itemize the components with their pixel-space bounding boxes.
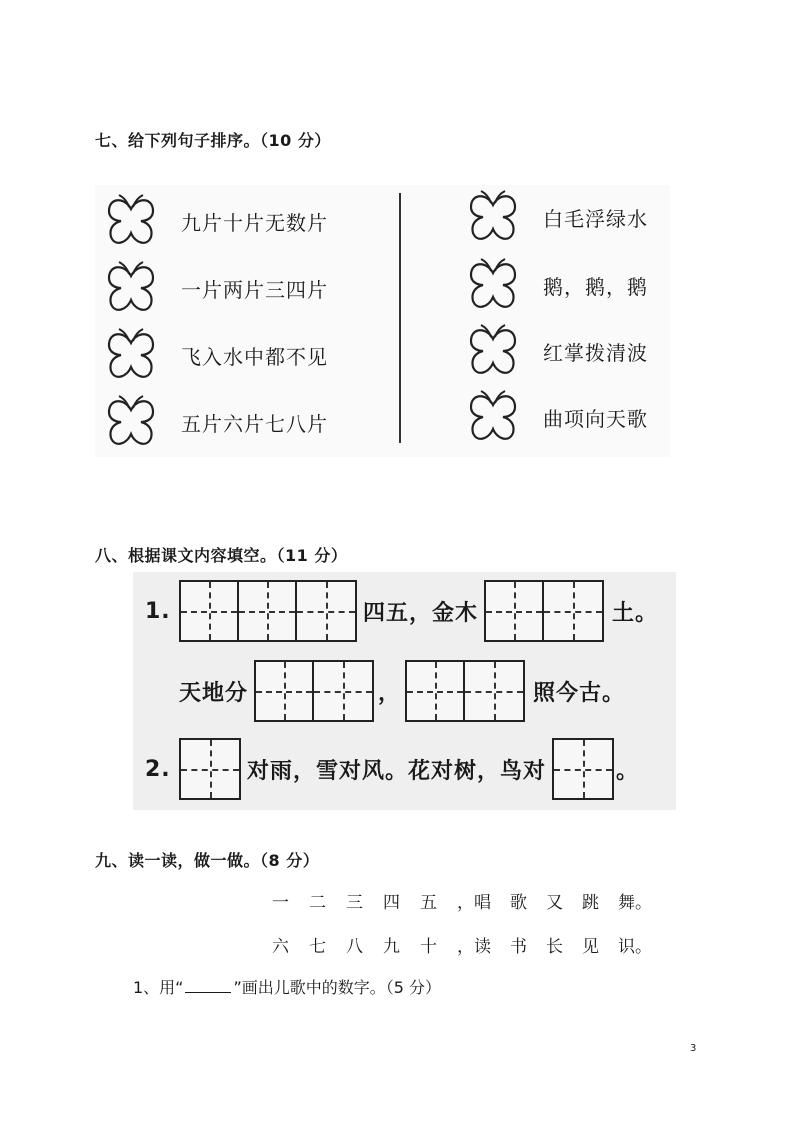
poem-char[interactable]: 九 [383,937,400,957]
order-item [465,255,648,315]
order-sentence: 鹅，鹅，鹅 [543,274,648,299]
poem-char[interactable]: 八 [346,937,363,957]
item-number: 2. [145,756,171,782]
order-sentence: 一片两片三四片 [181,277,328,302]
fill-text: 。 [616,758,640,784]
column-divider [399,193,401,443]
poem-char[interactable]: 二 [309,893,326,913]
grid-cell[interactable] [486,582,544,640]
poem-char[interactable]: 三 [346,893,363,913]
butterfly-answer-icon[interactable] [103,260,159,316]
grid-cell[interactable] [465,662,523,720]
question-9-1 [133,975,441,998]
section-8-title: 八、根据课文内容填空。（11 分） [95,546,348,565]
butterfly-answer-icon[interactable] [103,193,159,249]
writing-grid[interactable] [179,580,357,642]
fill-text: 四五，金木 [363,600,479,626]
poem-char[interactable]: 书 [510,937,527,957]
butterfly-answer-icon[interactable] [465,389,521,445]
order-sentence: 飞入水中都不见 [181,344,328,369]
underline-sample [185,978,231,993]
order-sentence: 曲项向天歌 [543,406,648,431]
writing-grid[interactable] [405,660,525,722]
order-sentence: 九片十片无数片 [181,210,328,235]
butterfly-answer-icon[interactable] [103,327,159,383]
order-item [465,387,648,447]
grid-cell[interactable] [407,662,465,720]
grid-cell[interactable] [239,582,297,640]
poem-char[interactable]: 四 [383,893,400,913]
grid-cell[interactable] [297,582,355,640]
poem-line-1 [272,888,652,913]
order-item [465,187,648,247]
grid-cell[interactable] [181,740,239,798]
question-text-after: ”画出儿歌中的数字。（5 分） [233,978,442,997]
grid-cell[interactable] [256,662,314,720]
butterfly-answer-icon[interactable] [465,189,521,245]
order-item [465,321,648,381]
writing-grid[interactable] [484,580,604,642]
order-sentence: 五片六片七八片 [181,411,328,436]
order-item [103,392,328,452]
poem-char[interactable]: ，唱 [457,893,491,913]
grid-cell[interactable] [314,662,372,720]
poem-char[interactable]: 识。 [618,937,652,957]
fill-text: 天地分 [179,680,249,706]
order-item [103,258,328,318]
fill-line-2 [179,660,625,722]
poem-char[interactable]: 舞。 [618,893,652,913]
butterfly-answer-icon[interactable] [465,257,521,313]
poem-char[interactable]: 一 [272,893,289,913]
order-item [103,325,328,385]
poem-char[interactable]: 五 [420,893,437,913]
poem-char[interactable]: 跳 [582,893,599,913]
butterfly-answer-icon[interactable] [465,323,521,379]
fill-text: 土。 [612,600,659,626]
writing-grid[interactable] [179,738,241,800]
poem-char[interactable]: 十 [420,937,437,957]
fill-blank-panel [133,572,676,810]
fill-line-1 [145,580,658,642]
page-number: 3 [690,1043,697,1054]
writing-grid[interactable] [254,660,374,722]
fill-text: 对雨，雪对风。花对树，鸟对 [247,758,547,784]
poem-line-2 [272,932,652,957]
butterfly-answer-icon[interactable] [103,394,159,450]
sentence-order-panel [95,185,670,457]
writing-grid[interactable] [552,738,614,800]
order-sentence: 红掌拨清波 [543,340,648,365]
poem-char[interactable]: 见 [582,937,599,957]
fill-text: 照今古。 [533,680,626,706]
poem-char[interactable]: ，读 [457,937,491,957]
section-9-title: 九、读一读，做一做。（8 分） [95,851,320,870]
order-sentence: 白毛浮绿水 [543,206,648,231]
poem-char[interactable]: 长 [546,937,563,957]
poem-char[interactable]: 又 [546,893,563,913]
fill-text: ， [378,680,402,706]
poem-char[interactable]: 六 [272,937,289,957]
order-item [103,191,328,251]
question-text-before: 1、用“ [133,978,184,997]
poem-char[interactable]: 歌 [510,893,527,913]
grid-cell[interactable] [554,740,612,798]
fill-line-3 [145,738,639,800]
item-number: 1. [145,598,171,624]
grid-cell[interactable] [544,582,602,640]
section-7-title: 七、给下列句子排序。（10 分） [95,131,331,150]
grid-cell[interactable] [181,582,239,640]
poem-char[interactable]: 七 [309,937,326,957]
